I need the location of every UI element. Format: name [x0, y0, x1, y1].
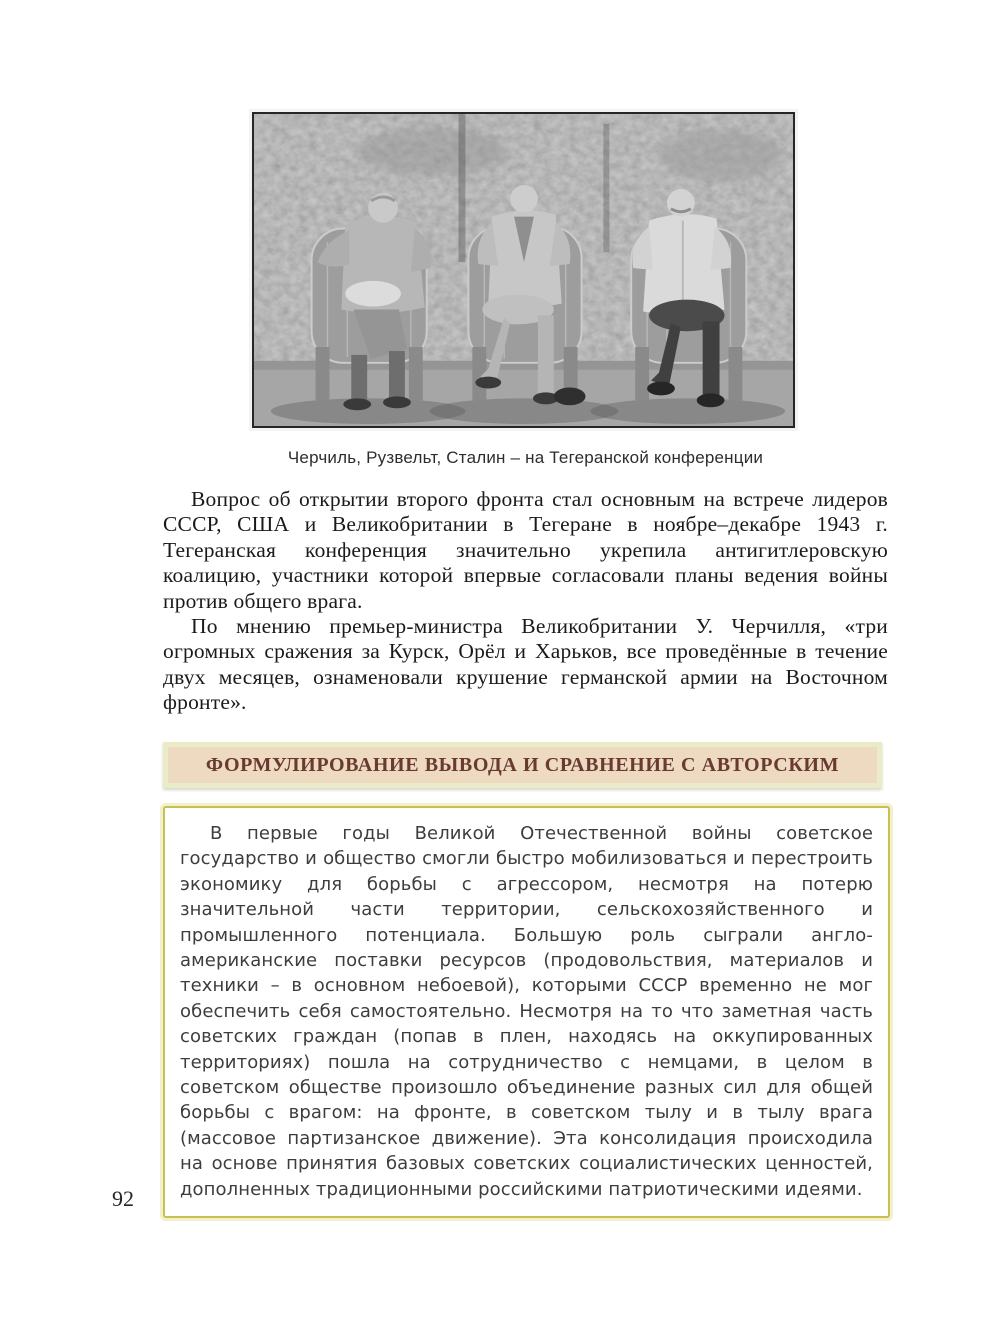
photo-tehran-conference: [252, 112, 795, 428]
conclusion-box: [163, 806, 890, 1218]
section-heading-banner: [163, 742, 882, 788]
body-text: [163, 487, 888, 716]
paragraph-churchill-quote: По мнению премьер-министра Великобритании У. Черчилля, «три огромных сражения за Курск, Орёл и Харьков, все проведённые в течение двух месяцев, ознаменовали крушение германской армии на Восточном фронте».: [163, 614, 888, 715]
section-heading: ФОРМУЛИРОВАНИЕ ВЫВОДА И СРАВНЕНИЕ С АВТОРСКИМ: [168, 747, 877, 783]
paragraph-tehran-conference: Вопрос об открытии второго фронта стал основным на встрече лидеров СССР, США и Великобритании в Тегеране в ноябре–декабре 1943 г. Тегеранская конференция значительно укрепила антигитлеровскую коалицию, участники которой впервые согласовали планы ведения войны против общего врага.: [163, 487, 888, 613]
conclusion-text: В первые годы Великой Отечественной войны советское государство и общество смогли быстро мобилизоваться и перестроить экономику для борьбы с агрессором, несмотря на потерю значительной части территории, сельскохозяйственного и промышленного потенциала. Большую роль сыграли англо-американские поставки ресурсов (продовольствия, материалов и техники – в основном небоевой), которыми СССР временно не мог обеспечить себя самостоятельно. Несмотря на то что заметная часть советских граждан (попав в плен, находясь на оккупированных территориях) пошла на сотрудничество с немцами, в целом в советском обществе произошло объединение разных сил для общей борьбы с врагом: на фронте, в советском тылу и в тылу врага (массовое партизанское движение). Эта консолидация происходила на основе принятия базовых советских социалистических ценностей, дополненных традиционными российскими патриотическими идеями.: [180, 823, 873, 1200]
tehran-conference-photo-art: [254, 114, 793, 426]
photo-caption: Черчиль, Рузвельт, Сталин – на Тегеранской конференции: [287, 448, 764, 467]
page-number: 92: [112, 1186, 134, 1211]
